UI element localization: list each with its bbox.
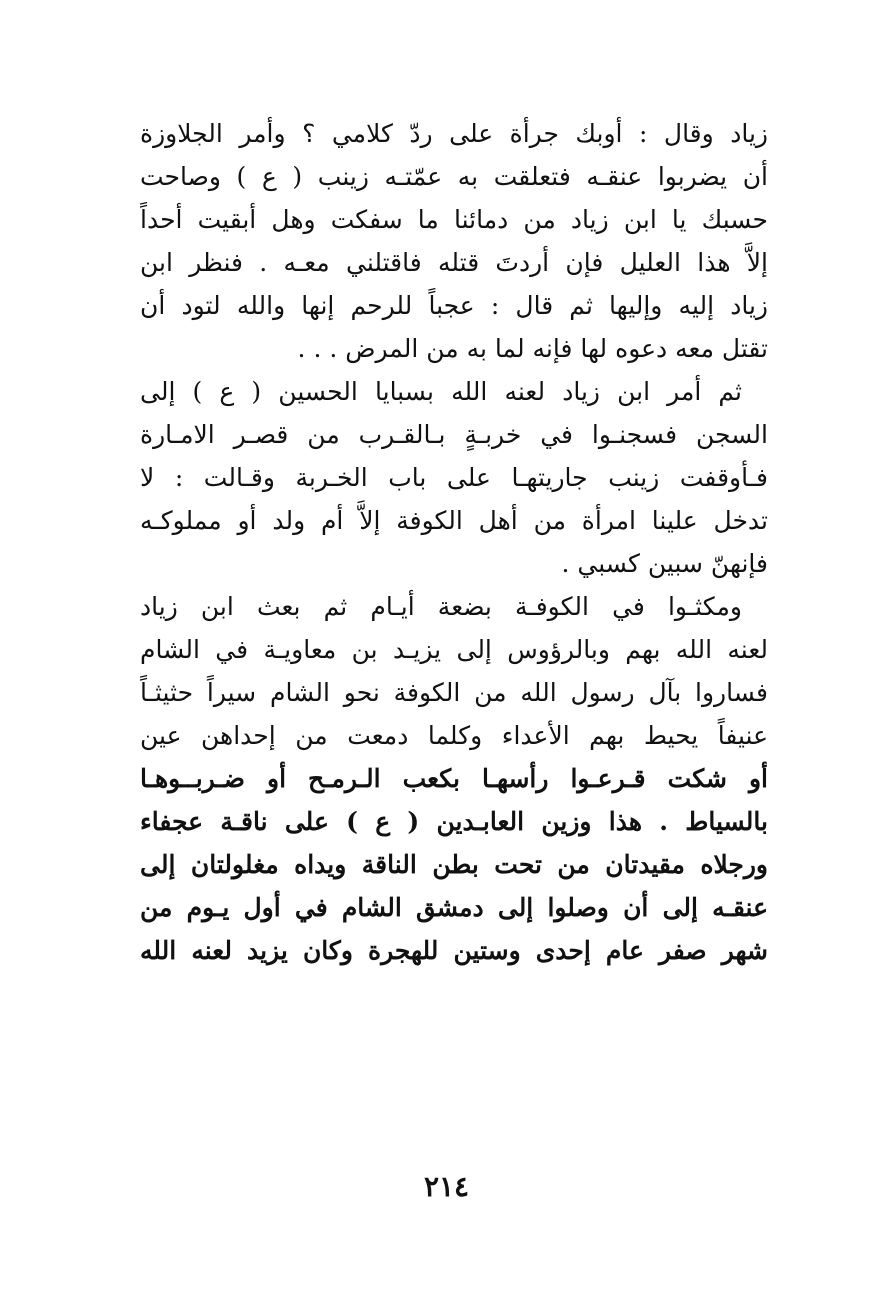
page-number: ٢١٤ [423, 1170, 470, 1203]
text-line: لعنه الله بهم وبالرؤوس إلى يزيـد بن معاويـة في الشام [140, 635, 768, 664]
text-line: تقتل معه دعوه لها فإنه لما به من المرض . . . [297, 334, 768, 363]
text-line: أو شكت قـرعـوا رأسهـا بكعب الـرمـح أو ضـربــوهـا [140, 764, 768, 793]
text-line: بالسياط . هذا وزين العابـدين ( ع ) على ناقـة عجفاء [140, 807, 768, 836]
text-line: شهر صفر عام إحدى وستين للهجرة وكان يزيد لعنه الله [140, 936, 768, 965]
text-line: ومكثـوا في الكوفـة بضعة أيـام ثم بعث ابن زياد [140, 592, 742, 621]
body-text [140, 112, 768, 972]
text-line: السجن فسجنـوا في خربـةٍ بـالقـرب من قصـر الامـارة [140, 420, 768, 449]
text-line: زياد إليه وإليها ثم قال : عجباً للرحم إنها والله لتود أن [140, 291, 768, 320]
text-line: عنيفاً يحيط بهم الأعداء وكلما دمعت من إحداهن عين [140, 721, 768, 750]
text-line: فـأوقفت زينب جاريتهـا على باب الخـربة وقـالت : لا [140, 463, 768, 492]
text-line: زياد وقال : أوبك جرأة على ردّ كلامي ؟ وأمر الجلاوزة [140, 119, 768, 148]
text-line: ثم أمر ابن زياد لعنه الله بسبايا الحسين ( ع ) إلى [140, 377, 742, 406]
text-line: حسبك يا ابن زياد من دمائنا ما سفكت وهل أبقيت أحداً [140, 205, 768, 234]
text-line: عنقـه إلى أن وصلوا إلى دمشق الشام في أول يـوم من [140, 893, 768, 922]
text-line: إلاَّ هذا العليل فإن أردتَ قتله فاقتلني معـه . فنظر ابن [140, 248, 768, 277]
text-line: فإنهنّ سبين كسبي . [561, 549, 768, 578]
text-line: فساروا بآل رسول الله من الكوفة نحو الشام سيراً حثيثـاً [140, 678, 768, 707]
text-line: ورجلاه مقيدتان من تحت بطن الناقة ويداه مغلولتان إلى [140, 850, 768, 879]
text-line: أن يضربوا عنقـه فتعلقت به عمّتـه زينب ( ع ) وصاحت [140, 162, 768, 191]
text-line: تدخل علينا امرأة من أهل الكوفة إلاَّ أم ولد أو مملوكـه [140, 506, 768, 535]
